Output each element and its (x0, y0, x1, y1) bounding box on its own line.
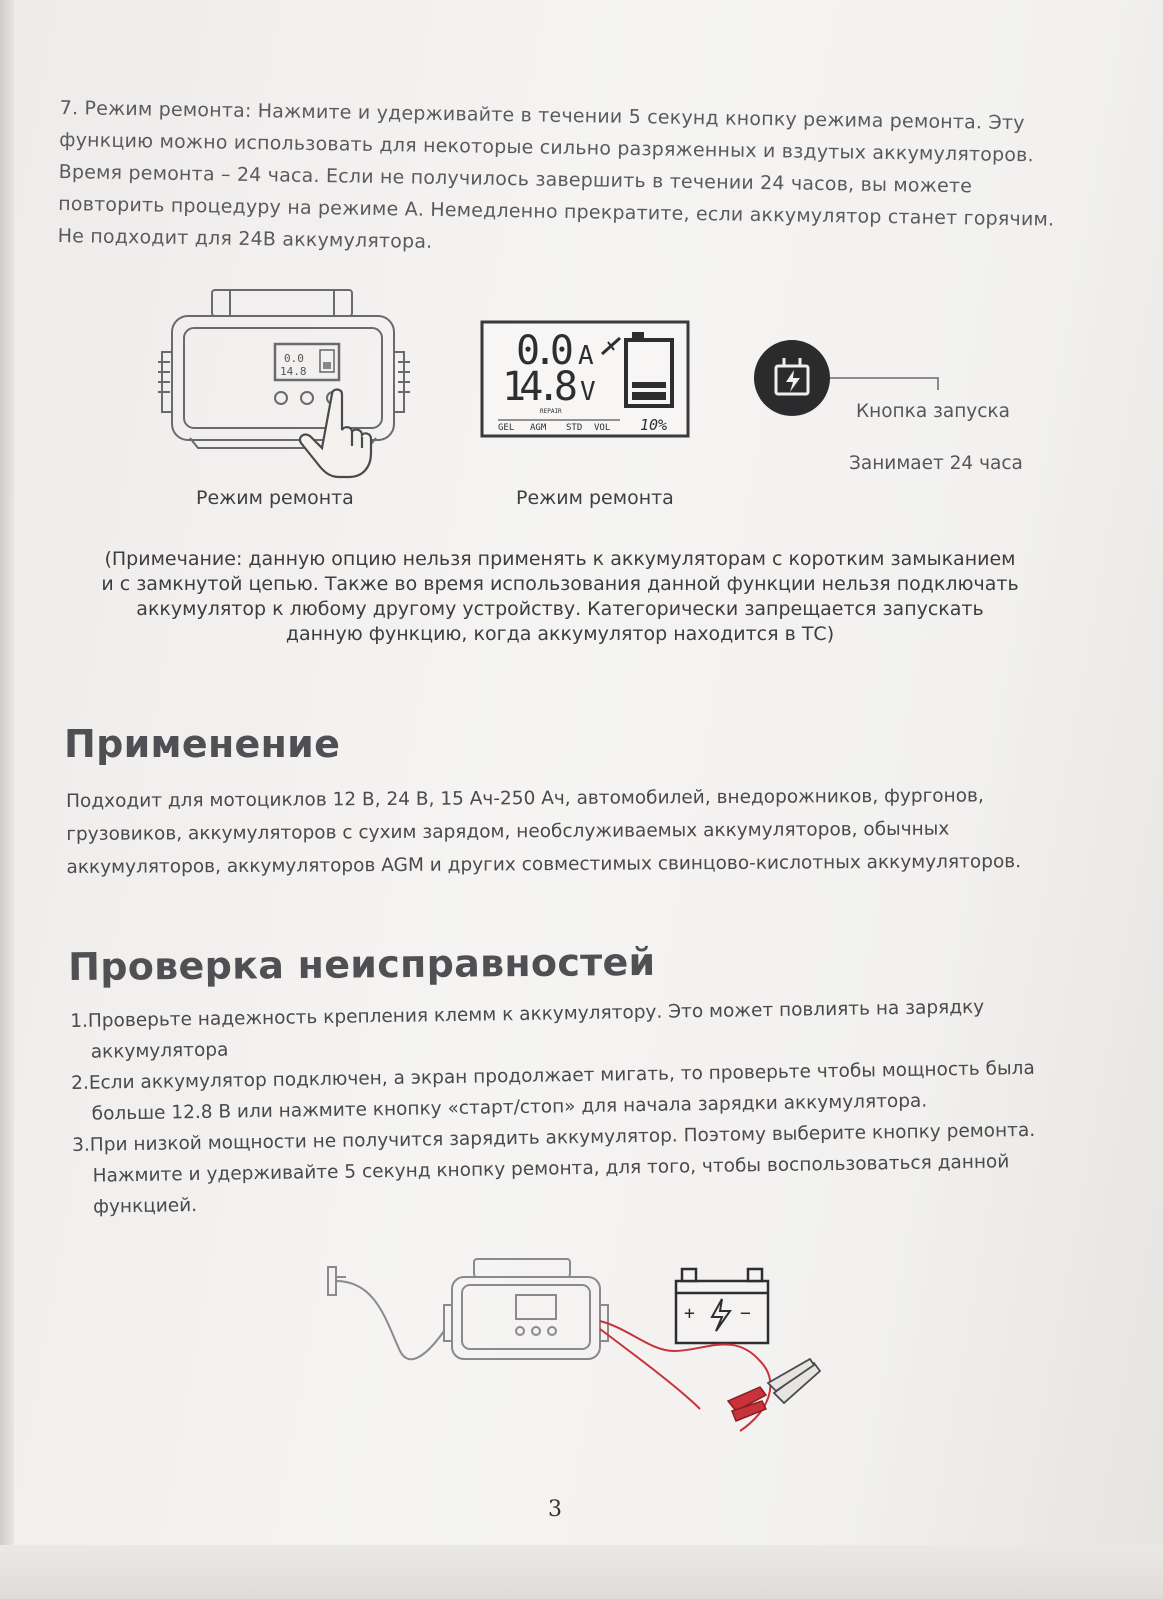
lcd-display-illustration (480, 320, 690, 440)
red-clamp-icon (728, 1387, 766, 1421)
repair-mode-paragraph: 7. Режим ремонта: Нажмите и удерживайте в течении 5 секунд кнопку режима ремонта. Эту функцию можно использовать для некоторые сильно разряженных и вздутых аккумуляторов. Время ремонта – 24 часа. Если не получилось завершить в течении 24 часов, вы можете повторить процедуру на режиме А. Немедленно прекратите, если аккумулятор станет горячим. Не подходит для 24В аккумулятора. (57, 96, 1055, 253)
battery-minus-sign: − (740, 1303, 751, 1324)
application-heading: Применение (64, 722, 341, 766)
troubleshooting-heading: Проверка неисправностей (68, 939, 656, 989)
lcd-mode-agm: AGM (530, 423, 547, 433)
lcd-mode-vol: VOL (594, 423, 611, 433)
device-caption: Режим ремонта (196, 487, 354, 509)
troubleshooting-item: 1.Проверьте надежность крепления клемм к аккумулятору. Это может повлиять на зарядку аккумулятора (70, 996, 985, 1063)
page-binding-edge (0, 0, 14, 1599)
lcd-repair-label: REPAIR (540, 408, 562, 415)
troubleshooting-item: 2.Если аккумулятор подключен, а экран продолжает мигать, то проверьте чтобы мощность была больше 12.8 В или нажмите кнопку «старт/стоп» для начала зарядки аккумулятора. (71, 1057, 1035, 1125)
charger-device-illustration (150, 282, 420, 482)
black-clamp-icon (768, 1359, 820, 1403)
battery-plus-sign: + (684, 1303, 695, 1324)
power-plug-icon (328, 1267, 336, 1295)
application-text: Подходит для мотоциклов 12 В, 24 В, 15 Ач-250 Ач, автомобилей, внедорожников, фургонов, грузовиков, аккумуляторов с сухим зарядом, необслуживаемых аккумуляторов, обычных аккумуляторов, аккумуляторов AGM и других совместимых свинцово-кислотных аккумуляторов. (66, 785, 1022, 878)
device-screen-current: 0.0 (284, 352, 304, 365)
start-button-label: Кнопка запуска (856, 401, 1010, 422)
lcd-voltage-unit: V (580, 377, 596, 407)
charger-battery-connection-illustration (324, 1255, 844, 1455)
page-bottom-edge (0, 1545, 1163, 1599)
troubleshooting-item: 3.При низкой мощности не получится зарядить аккумулятор. Поэтому выберите кнопку ремонта. Нажмите и удерживайте 5 секунд кнопку ремонта, для того, чтобы воспользоваться данной функцией. (72, 1119, 1036, 1218)
duration-label: Занимает 24 часа (849, 453, 1023, 474)
repair-note: (Примечание: данную опцию нельзя применять к аккумуляторам с коротким замыканием и с замкнутой цепью. Также во время использования данной функции нельзя подключать аккумулятор к любому другому устройству. Категорически запрещается запускать данную функцию, когда аккумулятор находится в ТС) (101, 548, 1019, 645)
lcd-percent: 10% (640, 416, 668, 434)
device-screen-voltage: 14.8 (280, 365, 307, 378)
page-number: 3 (548, 1497, 562, 1522)
lcd-current-value: 0.0 (516, 328, 574, 374)
lcd-mode-gel: GEL (498, 423, 515, 433)
lcd-mode-std: STD (566, 423, 583, 433)
display-caption: Режим ремонта (516, 487, 674, 509)
troubleshooting-list (70, 990, 1063, 1223)
lcd-current-unit: A (578, 341, 594, 371)
lcd-voltage-value: 14.8 (502, 364, 578, 410)
